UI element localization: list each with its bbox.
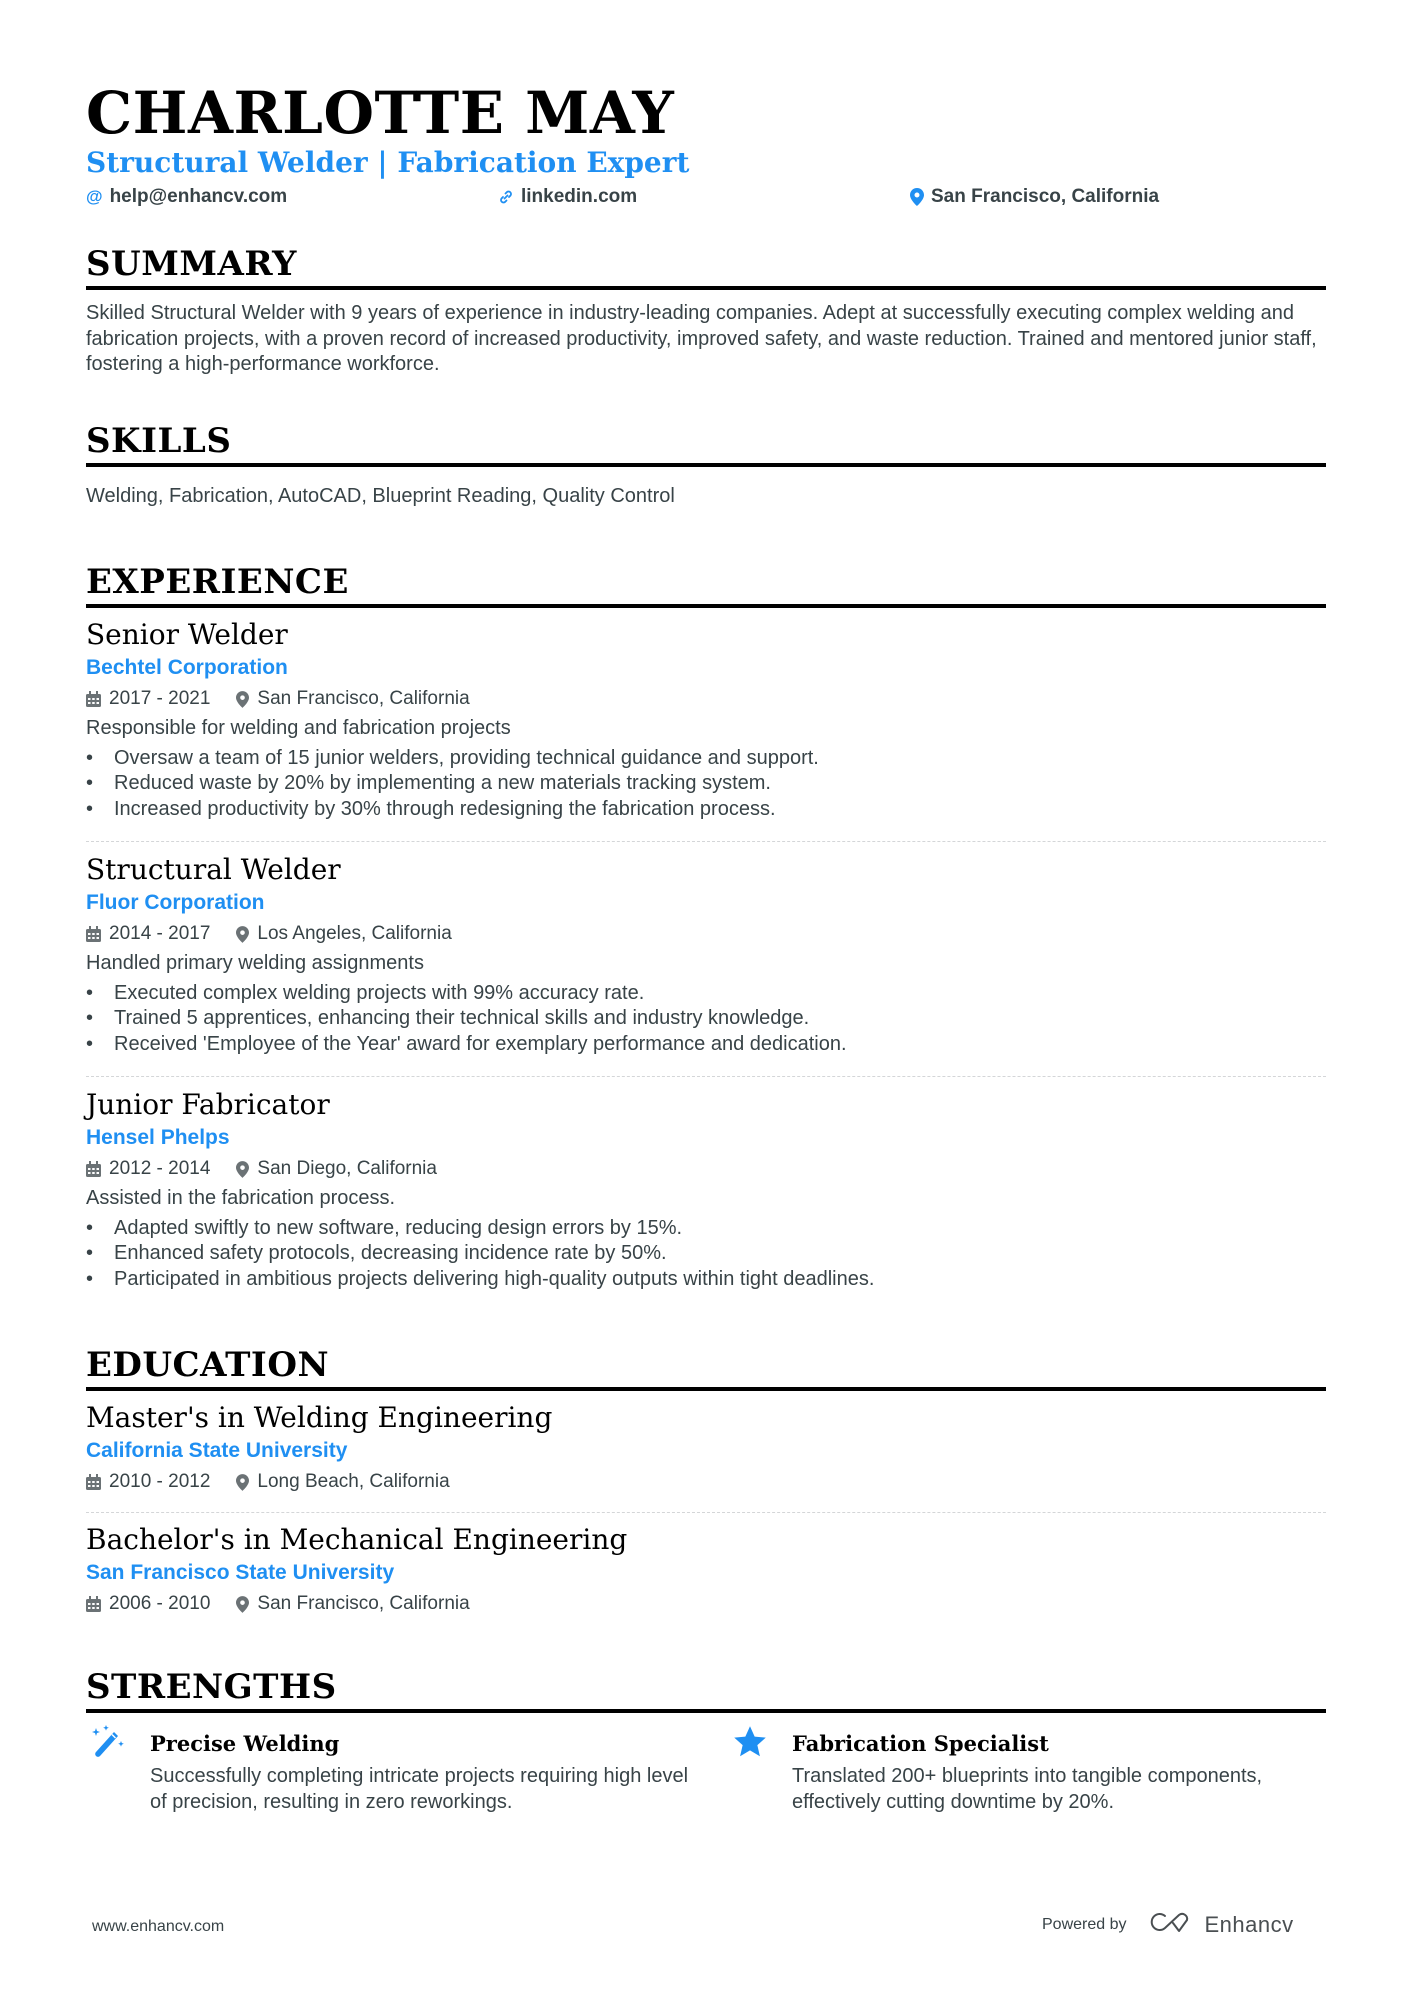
bullet-item: • Trained 5 apprentices, enhancing their technical skills and industry knowledge. bbox=[86, 1006, 1326, 1032]
calendar-icon bbox=[86, 1474, 101, 1490]
footer-powered-by[interactable] bbox=[1042, 1910, 1294, 1940]
job-title: Senior Welder bbox=[86, 618, 288, 651]
job-location: San Diego, California bbox=[257, 1158, 437, 1179]
footer-website-link[interactable]: www.enhancv.com bbox=[92, 1918, 225, 1935]
section-divider bbox=[86, 463, 1326, 467]
bullet-item: • Received 'Employee of the Year' award for exemplary performance and dedication. bbox=[86, 1032, 1326, 1058]
degree-title: Master's in Welding Engineering bbox=[86, 1401, 553, 1434]
summary-section-header bbox=[86, 244, 1326, 290]
job-bullets bbox=[86, 746, 1326, 823]
skills-text: Welding, Fabrication, AutoCAD, Blueprint Reading, Quality Control bbox=[86, 485, 675, 507]
bullet-item: • Oversaw a team of 15 junior welders, providing technical guidance and support. bbox=[86, 746, 1326, 772]
job-bullets bbox=[86, 1216, 1326, 1293]
education-meta bbox=[86, 1591, 1326, 1617]
bullet-item: • Increased productivity by 30% through redesigning the fabrication process. bbox=[86, 797, 1326, 823]
bullet-item: • Enhanced safety protocols, decreasing incidence rate by 50%. bbox=[86, 1241, 1326, 1267]
job-description: Responsible for welding and fabrication projects bbox=[86, 717, 511, 739]
strength-title: Precise Welding bbox=[150, 1731, 340, 1756]
magic-wand-icon bbox=[90, 1724, 126, 1760]
location-pin-icon bbox=[910, 188, 924, 206]
degree-title: Bachelor's in Mechanical Engineering bbox=[86, 1523, 628, 1556]
location-pin-icon bbox=[236, 1596, 249, 1613]
contact-email-text: help@enhancv.com bbox=[109, 186, 288, 207]
link-icon bbox=[498, 189, 514, 205]
strengths-section-header bbox=[86, 1667, 1326, 1713]
calendar-icon bbox=[86, 1161, 101, 1177]
job-description: Handled primary welding assignments bbox=[86, 952, 424, 974]
contact-linkedin[interactable] bbox=[498, 184, 637, 210]
at-icon: @ bbox=[86, 187, 103, 206]
job-meta bbox=[86, 1156, 1326, 1182]
school-name: San Francisco State University bbox=[86, 1561, 395, 1584]
entry-separator bbox=[86, 841, 1326, 842]
strength-text: Translated 200+ blueprints into tangible components, effectively cutting downtime by 20%. bbox=[792, 1765, 1263, 1813]
education-heading: EDUCATION bbox=[86, 1345, 330, 1385]
experience-entry bbox=[86, 1088, 1326, 1292]
enhancv-brand bbox=[1149, 1910, 1294, 1940]
location-pin-icon bbox=[236, 926, 249, 943]
bullet-item: • Reduced waste by 20% by implementing a new materials tracking system. bbox=[86, 771, 1326, 797]
section-divider bbox=[86, 604, 1326, 608]
experience-section-header bbox=[86, 562, 1326, 608]
location-pin-icon bbox=[236, 1161, 249, 1178]
section-divider bbox=[86, 286, 1326, 290]
job-dates: 2014 - 2017 bbox=[109, 923, 211, 944]
company-name: Fluor Corporation bbox=[86, 891, 265, 914]
skills-section-header bbox=[86, 421, 1326, 467]
strengths-heading: STRENGTHS bbox=[86, 1667, 337, 1707]
contact-email[interactable] bbox=[86, 184, 287, 210]
entry-separator bbox=[86, 1076, 1326, 1077]
location-pin-icon bbox=[236, 691, 249, 708]
calendar-icon bbox=[86, 926, 101, 942]
candidate-headline: Structural Welder | Fabrication Expert bbox=[86, 146, 690, 179]
job-bullets bbox=[86, 981, 1326, 1058]
contact-linkedin-text: linkedin.com bbox=[521, 186, 638, 207]
experience-heading: EXPERIENCE bbox=[86, 562, 349, 602]
star-icon bbox=[732, 1724, 768, 1760]
location-pin-icon bbox=[236, 1474, 249, 1491]
education-location: San Francisco, California bbox=[257, 1593, 470, 1614]
job-title: Junior Fabricator bbox=[86, 1088, 330, 1121]
education-dates: 2006 - 2010 bbox=[109, 1593, 211, 1614]
bullet-item: • Participated in ambitious projects delivering high-quality outputs within tight deadlines. bbox=[86, 1267, 1326, 1293]
education-meta bbox=[86, 1469, 1326, 1495]
bullet-item: • Executed complex welding projects with 99% accuracy rate. bbox=[86, 981, 1326, 1007]
section-divider bbox=[86, 1709, 1326, 1713]
job-dates: 2017 - 2021 bbox=[109, 688, 211, 709]
bullet-item: • Adapted swiftly to new software, reducing design errors by 15%. bbox=[86, 1216, 1326, 1242]
job-description: Assisted in the fabrication process. bbox=[86, 1187, 396, 1209]
job-dates: 2012 - 2014 bbox=[109, 1158, 211, 1179]
education-section-header bbox=[86, 1345, 1326, 1391]
education-dates: 2010 - 2012 bbox=[109, 1471, 211, 1492]
contact-bar bbox=[86, 184, 1326, 210]
contact-location bbox=[910, 184, 1159, 210]
powered-by-label: Powered by bbox=[1042, 1916, 1127, 1933]
school-name: California State University bbox=[86, 1439, 348, 1462]
education-location: Long Beach, California bbox=[257, 1471, 450, 1492]
job-meta bbox=[86, 686, 1326, 712]
skills-heading: SKILLS bbox=[86, 421, 232, 461]
job-location: San Francisco, California bbox=[257, 688, 470, 709]
enhancv-brand-name: Enhancv bbox=[1204, 1912, 1294, 1937]
calendar-icon bbox=[86, 691, 101, 707]
entry-separator bbox=[86, 1512, 1326, 1513]
candidate-name: CHARLOTTE MAY bbox=[86, 79, 675, 147]
education-entry bbox=[86, 1401, 1326, 1495]
calendar-icon bbox=[86, 1596, 101, 1612]
enhancv-logo-icon bbox=[1149, 1910, 1195, 1940]
job-meta bbox=[86, 921, 1326, 947]
summary-heading: SUMMARY bbox=[86, 244, 297, 284]
job-location: Los Angeles, California bbox=[257, 923, 452, 944]
experience-entry bbox=[86, 618, 1326, 822]
education-entry bbox=[86, 1523, 1326, 1617]
section-divider bbox=[86, 1387, 1326, 1391]
strength-text: Successfully completing intricate projects requiring high level of precision, resulting in zero reworkings. bbox=[150, 1765, 689, 1813]
contact-location-text: San Francisco, California bbox=[931, 186, 1160, 207]
experience-entry bbox=[86, 853, 1326, 1057]
company-name: Bechtel Corporation bbox=[86, 656, 288, 679]
job-title: Structural Welder bbox=[86, 853, 341, 886]
summary-text: Skilled Structural Welder with 9 years of experience in industry-leading companies. Adept at successfully executing complex welding and fabrication projects, with a proven record of increased productivity, improved safety, and waste reduction. Trained and mentored junior staff, fostering a high-performance workforce. bbox=[86, 302, 1317, 375]
strength-title: Fabrication Specialist bbox=[792, 1731, 1049, 1756]
company-name: Hensel Phelps bbox=[86, 1126, 230, 1149]
